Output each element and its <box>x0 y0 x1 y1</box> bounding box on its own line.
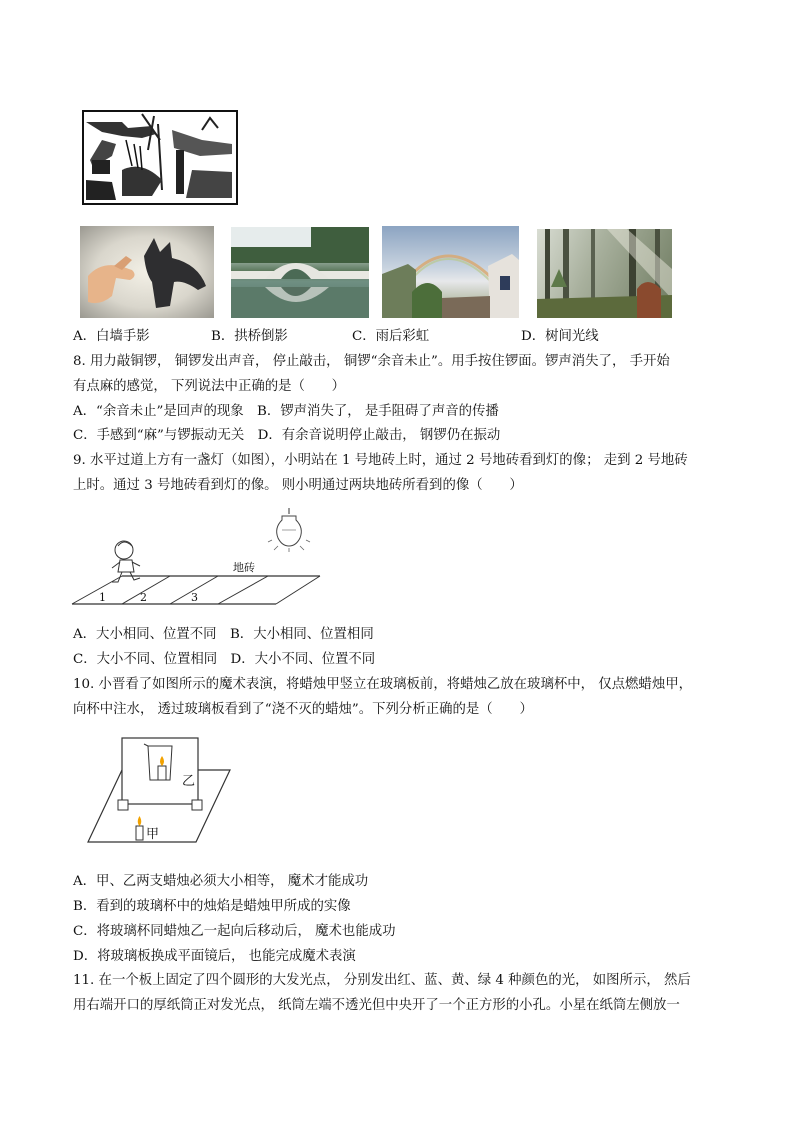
q10-option-b: B．看到的玻璃杯中的烛焰是蜡烛甲所成的实像 <box>73 899 351 914</box>
q9-tile-number-3: 3 <box>191 591 198 604</box>
q9-stem-line1: 9. 水平过道上方有一盏灯（如图），小明站在 1 号地砖上时，通过 2 号地砖看到灯的像； 走到 2 号地砖 <box>73 453 688 468</box>
q8-stem-line1: 8. 用力敲铜锣， 铜锣发出声音， 停止敲击， 铜锣“余音未止”。用手按住锣面。锣声消失了， 手开始 <box>73 354 670 369</box>
q10-option-d: D．将玻璃板换成平面镜后， 也能完成魔术表演 <box>73 949 356 964</box>
q10-label-jia: 甲 <box>146 827 160 842</box>
q11-stem-line2: 用右端开口的厚纸筒正对发光点， 纸筒左端不透光但中央开了一个正方形的小孔。小星在纸筒左侧放一 <box>73 998 680 1013</box>
q9-tile-number-2: 2 <box>140 591 147 604</box>
q7-option-a: A．白墙手影 <box>73 329 150 344</box>
q9-options-ab: A．大小相同、位置不同 B．大小相同、位置相同 <box>73 627 374 642</box>
photo-rainbow <box>382 226 519 318</box>
q9-stem-line2: 上时。通过 3 号地砖看到灯的像。 则小明通过两块地砖所看到的像（ ） <box>73 478 523 493</box>
q7-option-c: C．雨后彩虹 <box>352 329 430 344</box>
q10-label-yi: 乙 <box>182 774 196 789</box>
q9-options-cd: C．大小不同、位置相同 D．大小不同、位置不同 <box>73 652 376 667</box>
q10-stem-line1: 10. 小晋看了如图所示的魔术表演，将蜡烛甲竖立在玻璃板前，将蜡烛乙放在玻璃杯中， 仅点燃蜡烛甲， <box>73 677 692 692</box>
q7-option-d: D．树间光线 <box>521 329 599 344</box>
q7-option-b: B．拱桥倒影 <box>211 329 288 344</box>
q10-option-c: C．将玻璃杯同蜡烛乙一起向后移动后， 魔术也能成功 <box>73 924 396 939</box>
q8-options-ab: A．“余音未止”是回声的现象 B．锣声消失了， 是手阻碍了声音的传播 <box>73 404 499 419</box>
q9-floor-tile-figure <box>70 508 326 608</box>
photo-hand-shadow <box>80 226 214 318</box>
q9-figure-label: 地砖 <box>233 561 255 574</box>
q10-option-a: A．甲、乙两支蜡烛必须大小相等， 魔术才能成功 <box>73 874 369 889</box>
photo-forest-light <box>537 229 672 318</box>
q11-stem-line1: 11. 在一个板上固定了四个圆形的大发光点， 分别发出红、蓝、黄、绿 4 种颜色的光， 如图所示， 然后 <box>73 973 691 988</box>
woodcut-sketch-figure <box>82 110 238 205</box>
q8-stem-line2: 有点麻的感觉， 下列说法中正确的是（ ） <box>73 379 346 394</box>
q10-stem-line2: 向杯中注水， 透过玻璃板看到了“浇不灭的蜡烛”。下列分析正确的是（ ） <box>73 702 533 717</box>
photo-arch-bridge <box>231 227 369 318</box>
q8-options-cd: C．手感到“麻”与锣振动无关 D．有余音说明停止敲击， 钢锣仍在振动 <box>73 428 501 443</box>
q9-tile-number-1: 1 <box>99 591 106 604</box>
